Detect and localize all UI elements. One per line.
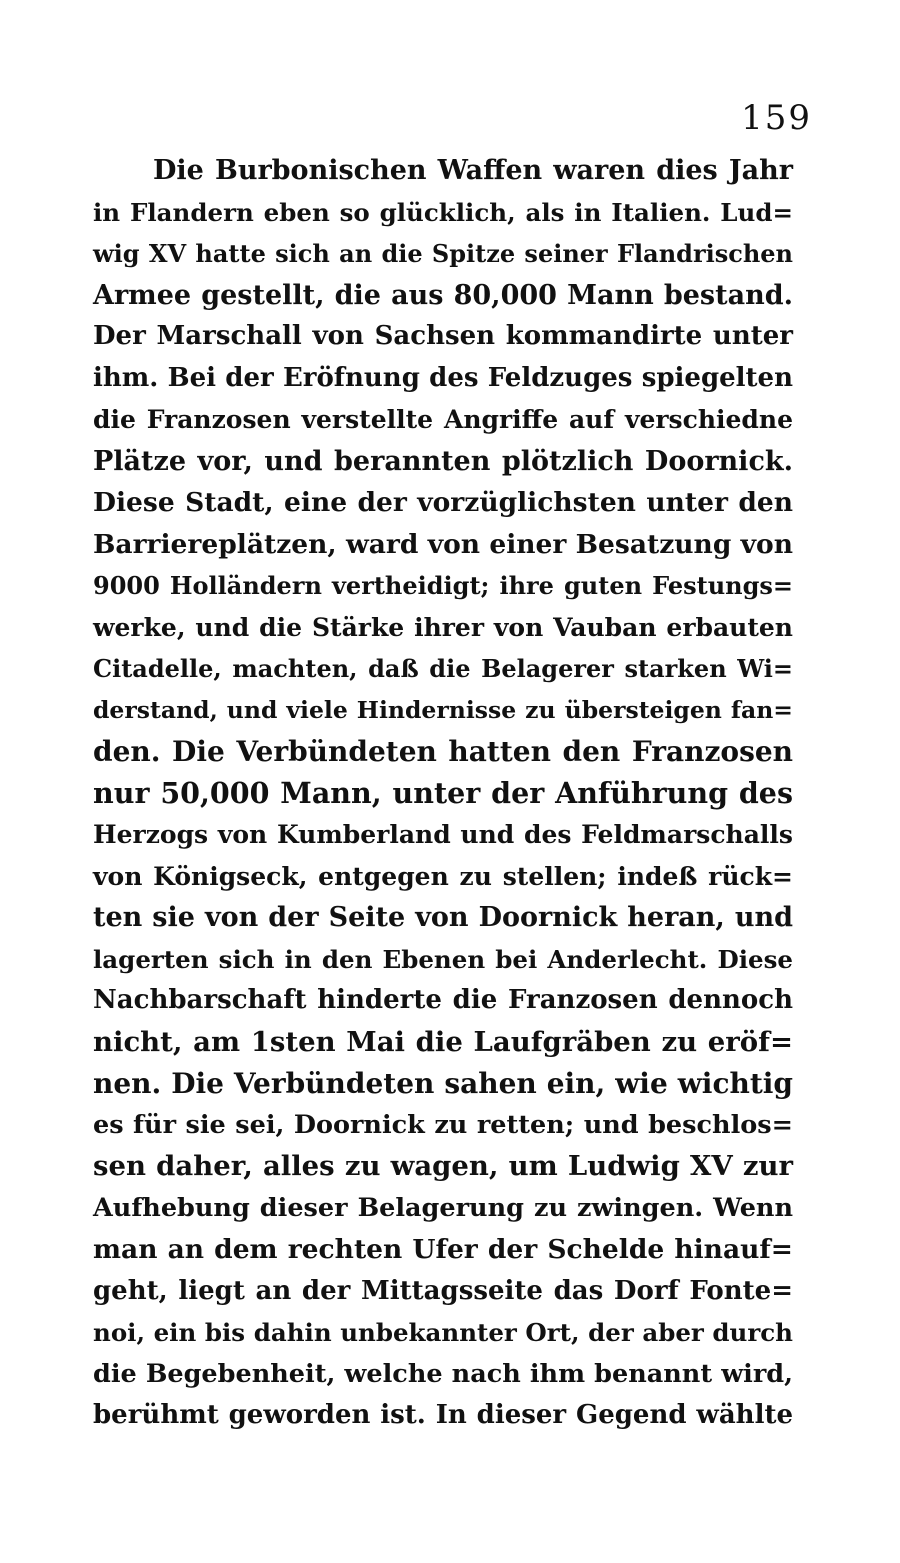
- body-text: [93, 150, 793, 1437]
- text-line: Nachbarschaft hinderte die Franzosen dennoch: [93, 985, 793, 1015]
- text-line: werke, und die Stärke ihrer von Vauban erbauten: [93, 612, 793, 642]
- text-line: Der Marschall von Sachsen kommandirte unter: [93, 321, 793, 351]
- text-line: Barriereplätzen, ward von einer Besatzung von: [93, 528, 793, 560]
- text-line: wig XV hatte sich an die Spitze seiner Flandrischen: [93, 239, 793, 268]
- text-line: Herzogs von Kumberland und des Feldmarschalls: [93, 820, 793, 849]
- text-line: Plätze vor, und berannten plötzlich Doornick.: [93, 445, 793, 477]
- text-line: von Königseck, entgegen zu stellen; indeß rück=: [93, 861, 793, 891]
- text-line: ihm. Bei der Eröfnung des Feldzuges spiegelten: [93, 362, 793, 393]
- text-line: derstand, und viele Hindernisse zu übersteigen fan=: [93, 695, 793, 724]
- text-line: Aufhebung dieser Belagerung zu zwingen. Wenn: [93, 1192, 793, 1223]
- text-line: nen. Die Verbündeten sahen ein, wie wichtig: [93, 1067, 793, 1100]
- text-line: Armee gestellt, die aus 80,000 Mann bestand.: [93, 279, 793, 311]
- text-line: noi, ein bis dahin unbekannter Ort, der aber durch: [93, 1318, 793, 1347]
- text-line: nicht, am 1sten Mai die Laufgräben zu eröf=: [93, 1025, 793, 1058]
- text-line: man an dem rechten Ufer der Schelde hinauf=: [93, 1234, 793, 1265]
- text-line: die Franzosen verstellte Angriffe auf verschiedne: [93, 405, 793, 434]
- text-line: den. Die Verbündeten hatten den Franzosen: [93, 735, 793, 768]
- text-line: Die Burbonischen Waffen waren dies Jahr: [153, 155, 793, 186]
- text-line: sen daher, alles zu wagen, um Ludwig XV zur: [93, 1150, 793, 1182]
- text-line: ten sie von der Seite von Doornick heran, und: [93, 902, 793, 933]
- text-line: berühmt geworden ist. In dieser Gegend wählte: [93, 1400, 793, 1430]
- text-line: 9000 Holländern vertheidigt; ihre guten Festungs=: [93, 571, 793, 600]
- text-line: Diese Stadt, eine der vorzüglichsten unter den: [93, 487, 793, 518]
- page-number: 159: [741, 98, 812, 138]
- text-line: Citadelle, machten, daß die Belagerer starken Wi=: [93, 654, 793, 683]
- text-line: die Begebenheit, welche nach ihm benannt wird,: [93, 1358, 793, 1389]
- text-line: in Flandern eben so glücklich, als in Italien. Lud=: [93, 197, 793, 227]
- text-line: es für sie sei, Doornick zu retten; und beschlos=: [93, 1109, 793, 1140]
- text-line: geht, liegt an der Mittagsseite das Dorf Fonte=: [93, 1275, 793, 1306]
- text-line: lagerten sich in den Ebenen bei Anderlecht. Diese: [93, 944, 793, 974]
- text-line: nur 50,000 Mann, unter der Anführung des: [93, 775, 793, 810]
